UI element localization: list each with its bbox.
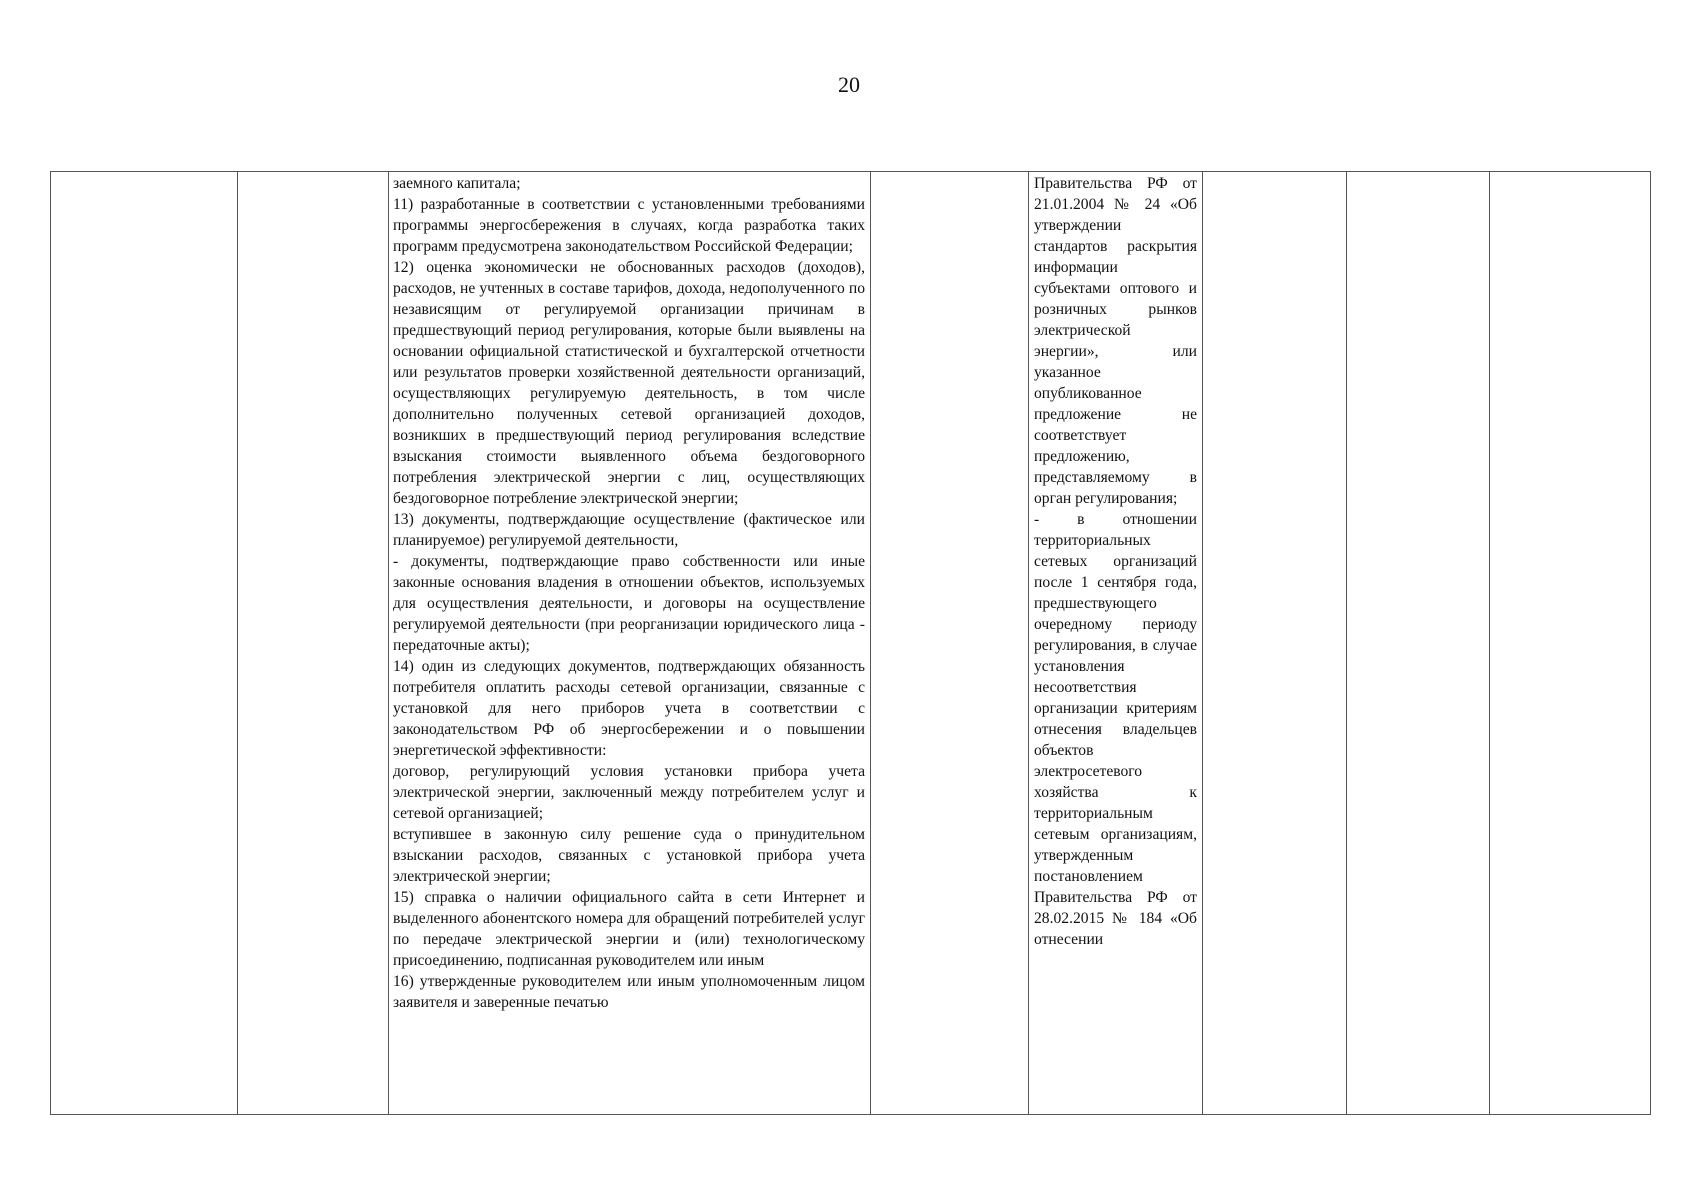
empty-cell-col7 bbox=[1347, 172, 1490, 1115]
grounds-paragraph: - в отношении территориальных сетевых организаций после 1 сентября года, предшествующего очередному периоду регулирования, в случае установления несоответствия организации критериям отнесения владельцев объектов электросетевого хозяйства к территориальным сетевым организациям, утвержденным постановлением Правительства РФ от 28.02.2015 № 184 «Об отнесении bbox=[1034, 511, 1197, 948]
requirement-paragraph: - документы, подтверждающие право собственности или иные законные основания владения в отношении объектов, используемых для осуществления деятельности, и договоры на осуществление регулируемой деятельности (при реорганизации юридического лица - передаточные акты); bbox=[393, 553, 865, 654]
requirement-paragraph: заемного капитала; bbox=[393, 175, 521, 192]
empty-cell-col1 bbox=[51, 172, 238, 1115]
requirement-paragraph: 11) разработанные в соответствии с установленными требованиями программы энергосбережения в случаях, когда разработка таких программ предусмотрена законодательством Российской Федерации; bbox=[393, 196, 865, 255]
table-row bbox=[51, 172, 1651, 1115]
empty-cell-col6 bbox=[1203, 172, 1347, 1115]
empty-cell-col8 bbox=[1490, 172, 1651, 1115]
requirement-paragraph: договор, регулирующий условия установки прибора учета электрической энергии, заключенный между потребителем услуг и сетевой организацией; bbox=[393, 763, 865, 822]
requirement-paragraph: 14) один из следующих документов, подтверждающих обязанность потребителя оплатить расходы сетевой организации, связанные с установкой для него приборов учета в соответствии с законодательством РФ об энергосбережении и о повышении энергетической эффективности: bbox=[393, 658, 865, 759]
empty-cell-col4 bbox=[871, 172, 1029, 1115]
empty-cell-col2 bbox=[238, 172, 389, 1115]
document-table bbox=[50, 171, 1651, 1115]
requirements-cell bbox=[389, 172, 871, 1115]
grounds-paragraph: Правительства РФ от 21.01.2004 № 24 «Об утверждении стандартов раскрытия информации субъектами оптового и розничных рынков электрической энергии», или указанное опубликованное предложение не соответствует предложению, представляемому в орган регулирования; bbox=[1034, 175, 1197, 507]
requirement-paragraph: 13) документы, подтверждающие осуществление (фактическое или планируемое) регулируемой деятельности, bbox=[393, 511, 865, 549]
requirement-paragraph: 16) утвержденные руководителем или иным уполномоченным лицом заявителя и заверенные печатью bbox=[393, 973, 865, 1011]
requirement-paragraph: 15) справка о наличии официального сайта в сети Интернет и выделенного абонентского номера для обращений потребителей услуг по передаче электрической энергии и (или) технологическому присоединению, подписанная руководителем или иным bbox=[393, 889, 865, 969]
requirement-paragraph: вступившее в законную силу решение суда о принудительном взыскании расходов, связанных с установкой прибора учета электрической энергии; bbox=[393, 826, 865, 885]
requirement-paragraph: 12) оценка экономически не обоснованных расходов (доходов), расходов, не учтенных в составе тарифов, дохода, недополученного по независящим от регулируемой организации причинам в предшествующий период регулирования, которые были выявлены на основании официальной статистической и бухгалтерской отчетности или результатов проверки хозяйственной деятельности организаций, осуществляющих регулируемую деятельность, в том числе дополнительно полученных сетевой организацией доходов, возникших в предшествующий период регулирования вследствие взыскания стоимости выявленного объема бездоговорного потребления электрической энергии с лиц, осуществляющих бездоговорное потребление электрической энергии; bbox=[393, 259, 865, 507]
grounds-cell bbox=[1029, 172, 1203, 1115]
page-number: 20 bbox=[838, 72, 860, 97]
